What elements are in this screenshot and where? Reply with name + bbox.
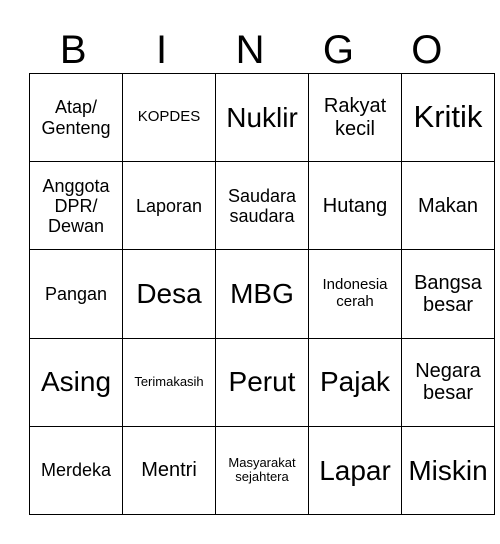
board-row	[30, 250, 495, 338]
bingo-cell[interactable]: Indonesia cerah	[309, 250, 402, 338]
bingo-cell[interactable]: Mentri	[123, 426, 216, 514]
bingo-cell[interactable]: Kritik	[402, 74, 495, 162]
header-letter-o: O	[411, 28, 443, 72]
bingo-cell[interactable]: Rakyat kecil	[309, 74, 402, 162]
bingo-cell[interactable]: Perut	[216, 338, 309, 426]
header-letter-i: I	[156, 28, 168, 72]
bingo-cell[interactable]: Lapar	[309, 426, 402, 514]
board-row	[30, 426, 495, 514]
bingo-cell[interactable]: Merdeka	[30, 426, 123, 514]
bingo-cell[interactable]: Laporan	[123, 162, 216, 250]
bingo-cell[interactable]: Saudara saudara	[216, 162, 309, 250]
bingo-cell[interactable]: Miskin	[402, 426, 495, 514]
bingo-cell[interactable]: Masyarakat sejahtera	[216, 426, 309, 514]
bingo-cell[interactable]: Desa	[123, 250, 216, 338]
bingo-cell[interactable]: MBG	[216, 250, 309, 338]
bingo-cell[interactable]: Pajak	[309, 338, 402, 426]
board-row	[30, 74, 495, 162]
bingo-cell[interactable]: Asing	[30, 338, 123, 426]
bingo-cell[interactable]: Pangan	[30, 250, 123, 338]
board-row	[30, 338, 495, 426]
bingo-cell[interactable]: Nuklir	[216, 74, 309, 162]
bingo-cell[interactable]: Hutang	[309, 162, 402, 250]
bingo-cell[interactable]: Terimakasih	[123, 338, 216, 426]
bingo-cell[interactable]: Anggota DPR/ Dewan	[30, 162, 123, 250]
bingo-header	[29, 26, 471, 74]
bingo-cell[interactable]: Negara besar	[402, 338, 495, 426]
board-row	[30, 162, 495, 250]
header-letter-n: N	[235, 28, 265, 72]
header-letter-g: G	[322, 28, 354, 72]
bingo-board	[29, 73, 495, 515]
bingo-cell[interactable]: Atap/ Genteng	[30, 74, 123, 162]
bingo-cell[interactable]: Makan	[402, 162, 495, 250]
bingo-cell[interactable]: KOPDES	[123, 74, 216, 162]
header-letter-b: B	[59, 28, 87, 72]
bingo-cell[interactable]: Bangsa besar	[402, 250, 495, 338]
